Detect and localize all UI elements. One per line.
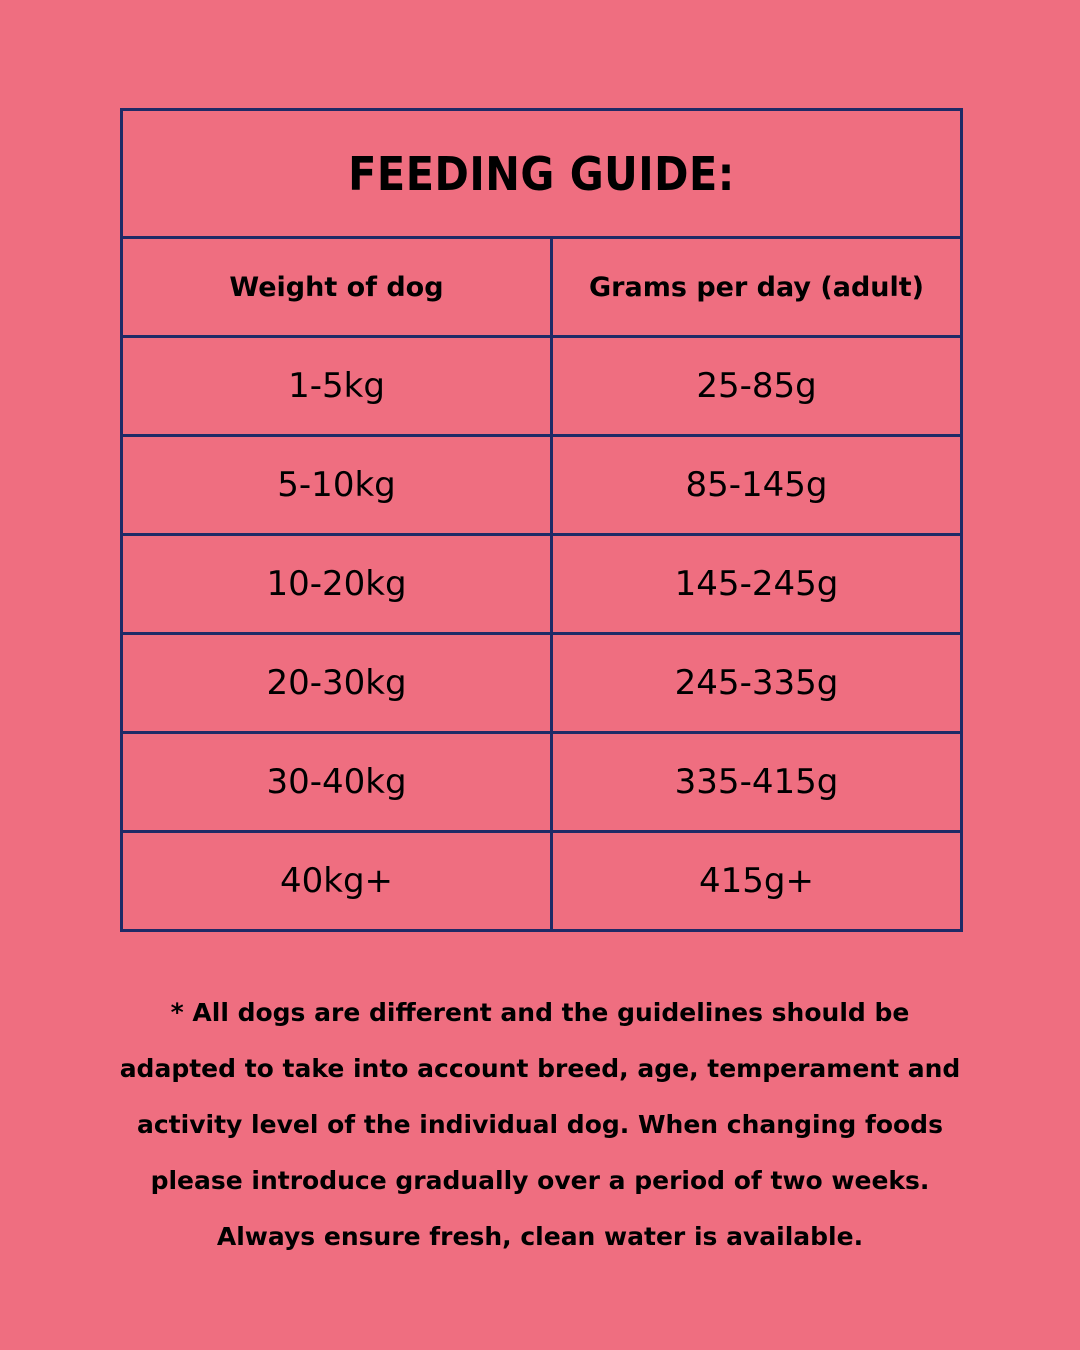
header-row: [122, 238, 962, 337]
grams-cell: 335-415g: [552, 733, 962, 832]
table-row: [122, 436, 962, 535]
table-row: [122, 535, 962, 634]
weight-cell: 40kg+: [122, 832, 552, 931]
table-row: [122, 634, 962, 733]
feeding-guide-table-wrapper: [120, 108, 960, 932]
column-header-grams: Grams per day (adult): [552, 238, 962, 337]
table-title: FEEDING GUIDE:: [122, 110, 962, 238]
feeding-guide-table: [120, 108, 963, 932]
weight-cell: 1-5kg: [122, 337, 552, 436]
grams-cell: 85-145g: [552, 436, 962, 535]
grams-cell: 145-245g: [552, 535, 962, 634]
table-row: [122, 337, 962, 436]
weight-cell: 5-10kg: [122, 436, 552, 535]
title-row: [122, 110, 962, 238]
table-row: [122, 832, 962, 931]
grams-cell: 415g+: [552, 832, 962, 931]
weight-cell: 30-40kg: [122, 733, 552, 832]
column-header-weight: Weight of dog: [122, 238, 552, 337]
weight-cell: 20-30kg: [122, 634, 552, 733]
footnote-text: * All dogs are different and the guidelines should be adapted to take into account breed, age, temperament and activity level of the individual dog. When changing foods please introduce gradually over a period of two weeks. Always ensure fresh, clean water is available.: [119, 998, 961, 1251]
grams-cell: 25-85g: [552, 337, 962, 436]
weight-cell: 10-20kg: [122, 535, 552, 634]
grams-cell: 245-335g: [552, 634, 962, 733]
table-row: [122, 733, 962, 832]
